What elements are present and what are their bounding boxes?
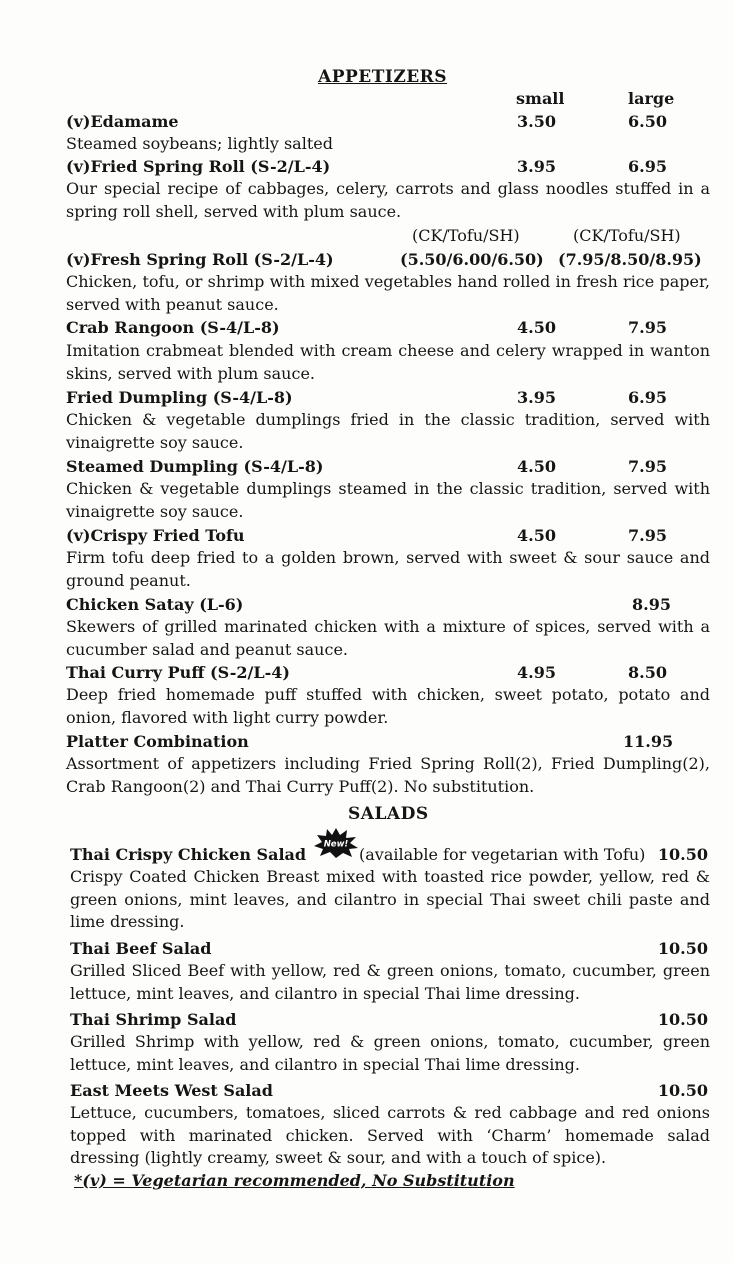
subhead-small-proteins: (CK/Tofu/SH)	[412, 226, 520, 245]
item-description: Our special recipe of cabbages, celery, carrots and glass noodles stuffed in a spring roll shell, served with plum sauce.	[66, 179, 710, 221]
item-name: Fried Dumpling (S-4/L-8)	[66, 388, 293, 407]
item-name: East Meets West Salad	[70, 1081, 273, 1100]
menu-item	[66, 318, 710, 340]
price-large: 6.95	[628, 157, 667, 176]
item-name: Platter Combination	[66, 732, 249, 751]
item-description: Grilled Sliced Beef with yellow, red & green onions, tomato, cucumber, green lettuce, mint leaves, and cilantro in special Thai lime dressing.	[70, 961, 710, 1003]
price-large: 7.95	[628, 318, 667, 337]
menu-item	[66, 732, 710, 754]
price: 10.50	[657, 939, 708, 958]
menu-item	[66, 457, 710, 479]
item-description: Assortment of appetizers including Fried Spring Roll(2), Fried Dumpling(2), Crab Rangoon(2) and Thai Curry Puff(2). No substitution.	[66, 754, 710, 796]
price-small: 4.95	[517, 663, 556, 682]
item-note: (available for vegetarian with Tofu)	[359, 845, 646, 864]
item-description: Grilled Shrimp with yellow, red & green onions, tomato, cucumber, green lettuce, mint leaves, and cilantro in special Thai lime dressing.	[70, 1032, 710, 1074]
item-description: Firm tofu deep fried to a golden brown, served with sweet & sour sauce and ground peanut.	[66, 548, 710, 590]
menu-item	[70, 939, 710, 961]
price-large: 8.50	[628, 663, 667, 682]
item-name: Thai Curry Puff (S-2/L-4)	[66, 663, 290, 682]
menu-item	[66, 250, 710, 272]
item-description: Deep fried homemade puff stuffed with chicken, sweet potato, potato and onion, flavored with light curry powder.	[66, 685, 710, 727]
price: 10.50	[657, 845, 708, 864]
menu-item	[66, 112, 710, 134]
price-large: 8.95	[632, 595, 671, 614]
item-name: Steamed Dumpling (S-4/L-8)	[66, 457, 324, 476]
item-description: Imitation crabmeat blended with cream cheese and celery wrapped in wanton skins, served with plum sauce.	[66, 341, 710, 383]
price: 10.50	[657, 1081, 708, 1100]
price-large: 11.95	[623, 732, 674, 751]
price-large: 7.95	[628, 457, 667, 476]
menu-item	[70, 845, 710, 867]
item-name: Thai Beef Salad	[70, 939, 212, 958]
price-large: 6.95	[628, 388, 667, 407]
item-name: (v)Edamame	[66, 112, 179, 131]
subhead-large-proteins: (CK/Tofu/SH)	[573, 226, 681, 245]
price-small: 3.95	[517, 157, 556, 176]
price-small: (5.50/6.00/6.50)	[400, 250, 544, 269]
menu-item	[66, 595, 710, 617]
price-small: 4.50	[517, 526, 556, 545]
item-description: Crispy Coated Chicken Breast mixed with toasted rice powder, yellow, red & green onions, mint leaves, and cilantro in special Thai sweet chili paste and lime dressing.	[70, 867, 710, 931]
item-name: Crab Rangoon (S-4/L-8)	[66, 318, 280, 337]
menu-item	[66, 388, 710, 410]
price-small: 3.95	[517, 388, 556, 407]
item-description: Lettuce, cucumbers, tomatoes, sliced carrots & red cabbage and red onions topped with marinated chicken. Served with ‘Charm’ homemade salad dressing (lightly creamy, sweet & sour, and with a touch of spice).	[70, 1103, 710, 1167]
item-description: Chicken, tofu, or shrimp with mixed vegetables hand rolled in fresh rice paper, served with peanut sauce.	[66, 272, 710, 314]
menu-item	[66, 157, 710, 179]
item-name: Chicken Satay (L-6)	[66, 595, 244, 614]
column-small-label: small	[516, 89, 565, 108]
item-name: Thai Crispy Chicken Salad	[70, 845, 307, 864]
item-description: Steamed soybeans; lightly salted	[66, 134, 333, 153]
item-name: (v)Fresh Spring Roll (S-2/L-4)	[66, 250, 334, 269]
salads-title: SALADS	[348, 804, 429, 824]
menu-item	[70, 1010, 710, 1032]
item-name: Thai Shrimp Salad	[70, 1010, 237, 1029]
price-large: 7.95	[628, 526, 667, 545]
price: 10.50	[657, 1010, 708, 1029]
item-name: (v)Fried Spring Roll (S-2/L-4)	[66, 157, 331, 176]
price-small: 3.50	[517, 112, 556, 131]
menu-item	[66, 663, 710, 685]
price-small: 4.50	[517, 318, 556, 337]
new-badge-label: New!	[323, 839, 349, 850]
item-description: Chicken & vegetable dumplings steamed in the classic tradition, served with vinaigrette soy sauce.	[66, 479, 710, 521]
price-small: 4.50	[517, 457, 556, 476]
item-description: Skewers of grilled marinated chicken with a mixture of spices, served with a cucumber salad and peanut sauce.	[66, 617, 710, 659]
item-description: Chicken & vegetable dumplings fried in the classic tradition, served with vinaigrette soy sauce.	[66, 410, 710, 452]
new-starburst-icon	[314, 828, 358, 858]
menu-item	[66, 526, 710, 548]
vegetarian-footnote: *(v) = Vegetarian recommended, No Substitution	[74, 1171, 515, 1190]
item-name: (v)Crispy Fried Tofu	[66, 526, 245, 545]
appetizers-title: APPETIZERS	[318, 67, 448, 87]
price-large: 6.50	[628, 112, 667, 131]
price-large: (7.95/8.50/8.95)	[558, 250, 702, 269]
menu-item	[70, 1081, 710, 1103]
column-large-label: large	[628, 89, 675, 108]
